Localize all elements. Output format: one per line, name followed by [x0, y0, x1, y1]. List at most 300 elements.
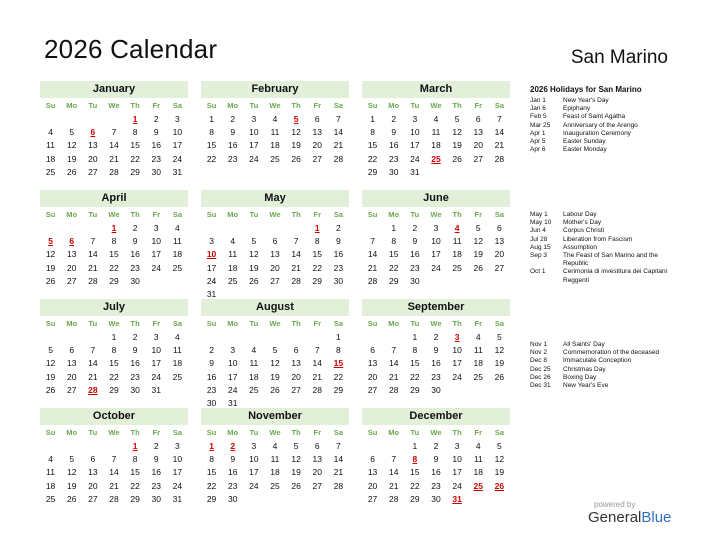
- month-name: March: [362, 81, 510, 98]
- day-cell: 22: [206, 480, 217, 491]
- day-cell: 6: [272, 236, 278, 247]
- day-cell: 18: [172, 358, 183, 369]
- empty-cell: [82, 113, 103, 126]
- empty-cell: [362, 222, 383, 235]
- day-cell: 12: [291, 127, 301, 138]
- day-cell: 13: [66, 249, 77, 260]
- holiday-name: Corpus Christi: [563, 227, 605, 235]
- day-cell: 15: [130, 467, 140, 478]
- day-cell: 10: [410, 127, 420, 138]
- day-cell: 1: [370, 114, 375, 124]
- empty-cell: [286, 331, 307, 344]
- day-cell: 1: [391, 223, 397, 233]
- weekday-label: Sa: [494, 101, 504, 110]
- day-cell: 14: [367, 249, 378, 260]
- holiday-date: May 1: [530, 211, 548, 218]
- day-cell: 28: [312, 384, 322, 395]
- day-cell: 2: [153, 114, 159, 124]
- weekday-label: Fr: [313, 101, 322, 110]
- month-april: [40, 190, 188, 288]
- day-cell: 30: [431, 493, 441, 504]
- day-cell: 12: [270, 358, 280, 369]
- holiday-entry: [530, 97, 680, 105]
- country-name: San Marino: [570, 47, 668, 68]
- day-cell: 2: [433, 441, 439, 451]
- day-cell: 10: [452, 454, 462, 465]
- day-cell: 4: [251, 345, 257, 356]
- empty-cell: [103, 113, 124, 126]
- day-cell: 26: [291, 480, 301, 491]
- weekday-label: Th: [291, 210, 301, 219]
- empty-cell: [82, 440, 103, 453]
- holiday-name: Epiphany: [563, 105, 591, 113]
- weekday-label: Mo: [388, 319, 400, 328]
- day-cell: 5: [454, 114, 460, 124]
- empty-cell: [61, 440, 82, 453]
- day-cell: 7: [90, 236, 96, 247]
- weekday-label: Fr: [474, 210, 483, 219]
- day-cell: 3: [153, 332, 159, 342]
- holiday-entry: [530, 105, 680, 113]
- holiday-day: 25: [431, 153, 441, 164]
- day-cell: 16: [227, 140, 238, 151]
- day-cell: 9: [209, 358, 214, 369]
- holiday-name: Assumption: [563, 243, 597, 251]
- weekday-label: Tu: [410, 428, 420, 437]
- brand-logo: [588, 500, 688, 526]
- weekday-label: Fr: [152, 101, 161, 110]
- holiday-list-3: [530, 341, 680, 390]
- holiday-name: Inauguration Ceremony: [563, 129, 631, 137]
- day-cell: 4: [175, 223, 180, 233]
- day-cell: 11: [46, 467, 55, 478]
- weekday-label: Th: [130, 101, 140, 110]
- empty-cell: [383, 440, 404, 453]
- day-cell: 21: [367, 262, 378, 273]
- day-cell: 9: [230, 127, 236, 138]
- day-cell: 28: [367, 275, 378, 286]
- day-cell: 19: [291, 140, 301, 151]
- day-cell: 27: [312, 480, 322, 491]
- holiday-date: Dec 8: [530, 357, 547, 365]
- weekday-label: Sa: [172, 101, 182, 110]
- day-grid: [201, 207, 349, 301]
- holiday-date: Jan 6: [530, 105, 546, 113]
- weekday-label: Th: [291, 428, 301, 437]
- empty-cell: [40, 113, 61, 126]
- holiday-entry: [530, 146, 680, 154]
- holiday-name: Liberation from Fascism: [563, 235, 633, 243]
- day-cell: 24: [172, 480, 183, 491]
- month-name: January: [40, 81, 188, 98]
- empty-cell: [243, 331, 264, 344]
- day-cell: 26: [494, 371, 505, 382]
- day-cell: 11: [473, 454, 483, 465]
- weekday-label: We: [108, 101, 120, 110]
- weekday-label: Su: [367, 101, 378, 110]
- weekday-label: Tu: [88, 210, 98, 219]
- day-cell: 3: [209, 236, 214, 247]
- weekday-label: Tu: [410, 319, 420, 328]
- day-cell: 26: [45, 384, 56, 395]
- day-grid: [201, 425, 349, 506]
- day-cell: 23: [227, 153, 238, 164]
- day-grid: [362, 98, 510, 179]
- day-cell: 18: [270, 140, 280, 151]
- weekday-label: Mo: [388, 210, 400, 219]
- holiday-date: Jan 1: [530, 97, 546, 104]
- weekday-label: Su: [367, 210, 378, 219]
- weekday-label: Fr: [474, 319, 483, 328]
- month-may: [201, 190, 349, 301]
- empty-cell: [61, 331, 82, 344]
- day-cell: 6: [370, 345, 375, 356]
- day-cell: 13: [367, 358, 378, 369]
- weekday-label: Su: [206, 428, 217, 437]
- weekday-label: Th: [130, 210, 140, 219]
- day-cell: 30: [333, 275, 344, 286]
- day-cell: 20: [66, 262, 77, 273]
- month-name: June: [362, 190, 510, 207]
- day-cell: 2: [209, 345, 214, 356]
- holiday-entry: [530, 211, 680, 219]
- day-cell: 11: [452, 236, 462, 247]
- day-cell: 30: [227, 493, 238, 504]
- weekday-label: Tu: [88, 101, 98, 110]
- weekday-label: We: [269, 319, 281, 328]
- day-cell: 27: [291, 384, 301, 395]
- day-cell: 9: [153, 454, 159, 465]
- day-cell: 27: [473, 153, 483, 164]
- holiday-date: Jul 28: [530, 235, 548, 243]
- day-cell: 6: [90, 454, 96, 465]
- empty-cell: [362, 440, 383, 453]
- holiday-date: Nov 2: [530, 349, 547, 357]
- empty-cell: [61, 113, 82, 126]
- day-grid: [201, 316, 349, 410]
- holiday-date: Nov 1: [530, 341, 547, 348]
- day-cell: 24: [206, 275, 217, 286]
- day-cell: 9: [153, 127, 159, 138]
- weekday-label: Tu: [410, 210, 420, 219]
- holiday-day: 2: [230, 441, 236, 451]
- day-cell: 3: [153, 223, 159, 233]
- weekday-label: Th: [452, 210, 462, 219]
- day-cell: 5: [272, 345, 278, 356]
- day-cell: 5: [69, 127, 75, 138]
- month-june: [362, 190, 510, 288]
- day-cell: 25: [172, 371, 183, 382]
- holiday-name: Boxing Day: [563, 373, 597, 381]
- day-cell: 24: [249, 480, 259, 491]
- day-cell: 2: [433, 332, 439, 342]
- month-name: February: [201, 81, 349, 98]
- empty-cell: [222, 331, 243, 344]
- empty-cell: [61, 222, 82, 235]
- day-cell: 17: [172, 140, 183, 151]
- day-cell: 18: [473, 358, 483, 369]
- holiday-date: Mar 25: [530, 121, 551, 129]
- day-cell: 26: [473, 262, 483, 273]
- day-cell: 8: [132, 454, 138, 465]
- day-cell: 12: [45, 249, 56, 260]
- day-cell: 28: [291, 275, 301, 286]
- day-cell: 26: [249, 275, 259, 286]
- empty-cell: [362, 331, 383, 344]
- day-cell: 19: [452, 140, 462, 151]
- day-grid: [40, 98, 188, 179]
- day-cell: 28: [88, 275, 98, 286]
- day-cell: 6: [314, 441, 320, 451]
- day-cell: 28: [109, 493, 119, 504]
- day-cell: 3: [251, 441, 257, 451]
- holiday-list-2: [530, 211, 680, 285]
- weekday-label: Sa: [333, 319, 343, 328]
- day-cell: 10: [452, 345, 462, 356]
- day-cell: 10: [431, 236, 441, 247]
- weekday-label: Th: [291, 101, 301, 110]
- day-cell: 8: [132, 127, 138, 138]
- day-cell: 29: [130, 493, 140, 504]
- day-cell: 18: [45, 153, 56, 164]
- day-cell: 14: [291, 249, 301, 260]
- day-cell: 4: [272, 114, 278, 124]
- day-cell: 29: [333, 384, 344, 395]
- weekday-label: Th: [291, 319, 301, 328]
- weekday-label: Su: [206, 319, 217, 328]
- day-cell: 13: [291, 358, 301, 369]
- day-grid: [362, 316, 510, 397]
- day-cell: 23: [410, 262, 420, 273]
- day-cell: 8: [412, 345, 418, 356]
- day-cell: 21: [388, 480, 399, 491]
- day-cell: 4: [230, 236, 236, 247]
- weekday-label: Su: [206, 210, 217, 219]
- day-cell: 22: [109, 262, 119, 273]
- day-cell: 15: [410, 467, 420, 478]
- day-cell: 27: [367, 493, 378, 504]
- weekday-label: We: [269, 428, 281, 437]
- day-cell: 7: [497, 114, 502, 124]
- holiday-name: New Year's Eve: [563, 382, 609, 390]
- day-cell: 7: [314, 345, 320, 356]
- day-cell: 10: [249, 127, 259, 138]
- month-name: December: [362, 408, 510, 425]
- day-cell: 7: [293, 236, 299, 247]
- holiday-name: Cerimonia di investitura dei Capitani Reggenti: [563, 268, 668, 284]
- day-cell: 19: [66, 480, 77, 491]
- day-cell: 22: [206, 153, 217, 164]
- day-cell: 21: [388, 371, 399, 382]
- holiday-day: 3: [454, 332, 460, 342]
- day-cell: 17: [410, 140, 420, 151]
- day-cell: 7: [336, 441, 341, 451]
- day-cell: 7: [370, 236, 375, 247]
- day-cell: 11: [270, 127, 280, 138]
- holiday-day: 1: [132, 441, 138, 451]
- empty-cell: [201, 331, 222, 344]
- day-grid: [40, 425, 188, 506]
- day-cell: 5: [48, 345, 53, 356]
- day-cell: 8: [111, 236, 117, 247]
- day-cell: 7: [111, 454, 117, 465]
- day-cell: 24: [151, 371, 161, 382]
- holiday-entry: [530, 113, 680, 121]
- day-cell: 29: [130, 166, 140, 177]
- day-cell: 11: [173, 345, 182, 356]
- empty-cell: [264, 331, 285, 344]
- holiday-entry: [530, 219, 680, 227]
- day-cell: 22: [130, 153, 140, 164]
- empty-cell: [40, 440, 61, 453]
- weekday-label: Fr: [152, 428, 161, 437]
- day-cell: 5: [497, 441, 502, 451]
- empty-cell: [307, 331, 328, 344]
- day-cell: 18: [45, 480, 56, 491]
- day-cell: 8: [209, 454, 214, 465]
- holiday-entry: [530, 268, 680, 284]
- day-cell: 11: [473, 345, 483, 356]
- day-cell: 15: [312, 249, 322, 260]
- holiday-day: 4: [454, 223, 460, 233]
- day-grid: [201, 98, 349, 166]
- day-cell: 11: [173, 236, 182, 247]
- day-cell: 12: [45, 358, 56, 369]
- day-cell: 5: [251, 236, 257, 247]
- day-cell: 26: [291, 153, 301, 164]
- holiday-date: Dec 25: [530, 365, 551, 373]
- day-cell: 11: [431, 127, 441, 138]
- day-cell: 23: [130, 262, 140, 273]
- day-cell: 13: [88, 467, 98, 478]
- day-cell: 26: [270, 384, 280, 395]
- day-cell: 12: [473, 236, 483, 247]
- day-cell: 20: [270, 262, 280, 273]
- page-title: 2026 Calendar: [44, 34, 218, 64]
- day-cell: 14: [88, 358, 98, 369]
- weekday-label: Sa: [333, 101, 343, 110]
- holiday-day: 10: [206, 249, 217, 260]
- day-cell: 10: [172, 127, 183, 138]
- day-cell: 18: [172, 249, 183, 260]
- day-cell: 31: [151, 384, 161, 395]
- brand-name-part1: General: [588, 509, 642, 526]
- day-cell: 22: [388, 262, 399, 273]
- holiday-name: Mother's Day: [563, 219, 602, 227]
- month-september: [362, 299, 510, 397]
- day-cell: 4: [175, 332, 180, 342]
- day-cell: 12: [452, 127, 462, 138]
- day-cell: 23: [151, 480, 161, 491]
- month-name: April: [40, 190, 188, 207]
- day-cell: 22: [130, 480, 140, 491]
- day-cell: 25: [270, 153, 280, 164]
- day-cell: 22: [333, 371, 344, 382]
- day-cell: 29: [388, 275, 399, 286]
- day-cell: 19: [473, 249, 483, 260]
- day-cell: 12: [494, 454, 505, 465]
- day-cell: 18: [473, 467, 483, 478]
- day-cell: 4: [475, 441, 481, 451]
- day-cell: 13: [312, 127, 322, 138]
- holiday-entry: [530, 357, 680, 365]
- holiday-day: 26: [494, 480, 505, 491]
- day-cell: 16: [431, 467, 441, 478]
- empty-cell: [40, 222, 61, 235]
- day-cell: 5: [69, 454, 75, 465]
- weekday-label: Th: [452, 319, 462, 328]
- day-cell: 22: [109, 371, 119, 382]
- weekday-label: Tu: [88, 319, 98, 328]
- holiday-day: 5: [293, 114, 299, 124]
- day-cell: 19: [45, 371, 56, 382]
- day-cell: 1: [412, 441, 418, 451]
- powered-by-text: powered by: [594, 500, 636, 509]
- day-cell: 3: [412, 114, 418, 124]
- holiday-entry: [530, 227, 680, 235]
- holiday-name: Anniversary of the Arengo: [563, 121, 638, 129]
- day-cell: 1: [336, 332, 341, 342]
- holiday-name: Christmas Day: [563, 365, 606, 373]
- day-cell: 21: [88, 371, 98, 382]
- weekday-label: We: [269, 101, 281, 110]
- day-cell: 7: [336, 114, 341, 124]
- day-cell: 10: [151, 236, 161, 247]
- month-name: October: [40, 408, 188, 425]
- day-cell: 14: [388, 358, 399, 369]
- day-cell: 30: [130, 384, 140, 395]
- weekday-label: Sa: [172, 319, 182, 328]
- day-cell: 23: [431, 371, 441, 382]
- day-cell: 4: [272, 441, 278, 451]
- holiday-entry: [530, 349, 680, 357]
- day-cell: 24: [151, 262, 161, 273]
- day-cell: 13: [88, 140, 98, 151]
- holiday-date: Oct 1: [530, 268, 546, 276]
- day-cell: 2: [153, 441, 159, 451]
- weekday-label: Mo: [227, 428, 239, 437]
- weekday-label: Fr: [313, 428, 322, 437]
- day-cell: 9: [132, 345, 138, 356]
- day-cell: 14: [109, 140, 119, 151]
- day-cell: 13: [367, 467, 378, 478]
- holiday-entry: [530, 122, 680, 130]
- weekday-label: Tu: [410, 101, 420, 110]
- day-cell: 30: [130, 275, 140, 286]
- day-cell: 12: [66, 467, 77, 478]
- day-cell: 23: [151, 153, 161, 164]
- day-cell: 30: [388, 166, 399, 177]
- weekday-label: Mo: [388, 428, 400, 437]
- day-cell: 6: [314, 114, 320, 124]
- weekday-label: Mo: [227, 101, 239, 110]
- day-cell: 17: [249, 467, 259, 478]
- day-cell: 18: [249, 371, 259, 382]
- holiday-day: 6: [69, 236, 75, 247]
- day-cell: 13: [270, 249, 280, 260]
- month-february: [201, 81, 349, 166]
- day-cell: 6: [69, 345, 75, 356]
- day-cell: 16: [431, 358, 441, 369]
- empty-cell: [103, 440, 124, 453]
- holiday-entry: [530, 252, 680, 268]
- weekday-label: Fr: [474, 101, 483, 110]
- day-cell: 20: [66, 371, 77, 382]
- day-cell: 9: [412, 236, 418, 247]
- day-cell: 2: [412, 223, 418, 233]
- day-cell: 29: [410, 493, 420, 504]
- weekday-label: Su: [45, 101, 56, 110]
